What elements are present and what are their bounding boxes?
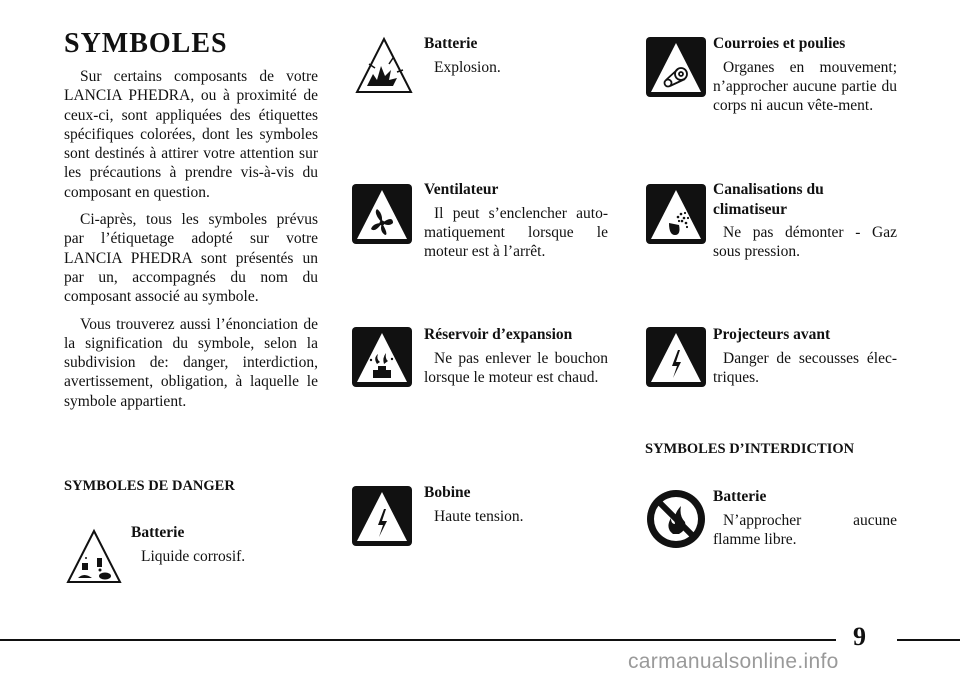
intro-paragraph: Vous trouverez aussi l’énonciation de la signification du symbole, selon la subdivision de: danger, interdiction, avertissement, obligation, à laquelle le symbole appartient. [64,315,318,410]
item-title: Batterie [131,524,185,541]
item-title: Réservoir d’expansion [424,326,573,343]
footer-rule-left [0,639,836,641]
hot-steam-icon [351,326,413,388]
item-batterie-corrosif [131,523,257,566]
electric-shock-icon [645,326,707,388]
pressurized-gas-icon [645,183,707,245]
watermark: carmanualsonline.info [628,650,839,673]
item-title: Batterie [713,488,767,505]
item-desc: Il peut s’enclencher auto-matiquement lorsque le moteur est à l’arrêt. [424,204,608,261]
item-desc: Danger de secousses élec-triques. [713,349,897,386]
corrosive-liquid-icon [66,528,122,584]
page-number: 9 [853,622,866,651]
item-ventilateur [424,180,608,261]
item-batterie-flamme [713,487,897,549]
no-open-flame-icon [645,488,707,550]
item-title: Canalisations du climatiseur [713,181,824,218]
page-title: SYMBOLES [64,28,228,59]
explosion-icon [355,36,413,94]
intro-paragraph: Sur certains composants de votre LANCIA PHEDRA, ou à proximité de ceux-ci, sont appliquées des étiquettes spécifiques colorées, dont les symboles sont destinés à attirer votre attention sur les précautions à prendre vis-à-vis du composant en question. [64,68,318,201]
fan-icon [351,183,413,245]
item-desc: Liquide corrosif. [141,547,246,565]
item-desc: Ne pas enlever le bouchon lorsque le moteur est chaud. [424,349,608,386]
intro-paragraph: Ci-après, tous les symboles prévus par l’étiquetage adopté sur votre LANCIA PHEDRA sont présentés un par un, accompagnés du nom du composant associé au symbole. [64,211,318,306]
item-projecteurs [713,325,897,387]
danger-heading: SYMBOLES DE DANGER [64,478,235,494]
belts-pulleys-icon [645,36,707,98]
item-desc: Ne pas démonter - Gaz sous pression. [713,224,897,261]
item-bobine [424,483,608,526]
item-courroies [713,34,897,115]
intro-text [64,67,318,419]
high-voltage-icon [351,485,413,547]
item-batterie-explosion [424,34,608,77]
item-desc: N’approcher aucune flamme libre. [713,511,897,548]
item-reservoir [424,325,608,387]
item-desc: Explosion. [434,58,501,76]
item-title: Projecteurs avant [713,326,831,343]
item-canalisations [713,180,897,262]
item-desc: Organes en mouvement; n’approcher aucune partie du corps ni aucun vête-ment. [713,58,897,115]
interdiction-heading: SYMBOLES D’INTERDICTION [645,441,855,457]
item-title: Courroies et poulies [713,35,846,52]
item-desc: Haute tension. [434,507,524,525]
footer-rule-right [897,639,960,641]
item-title: Ventilateur [424,181,499,198]
item-title: Bobine [424,484,471,501]
item-title: Batterie [424,35,478,52]
